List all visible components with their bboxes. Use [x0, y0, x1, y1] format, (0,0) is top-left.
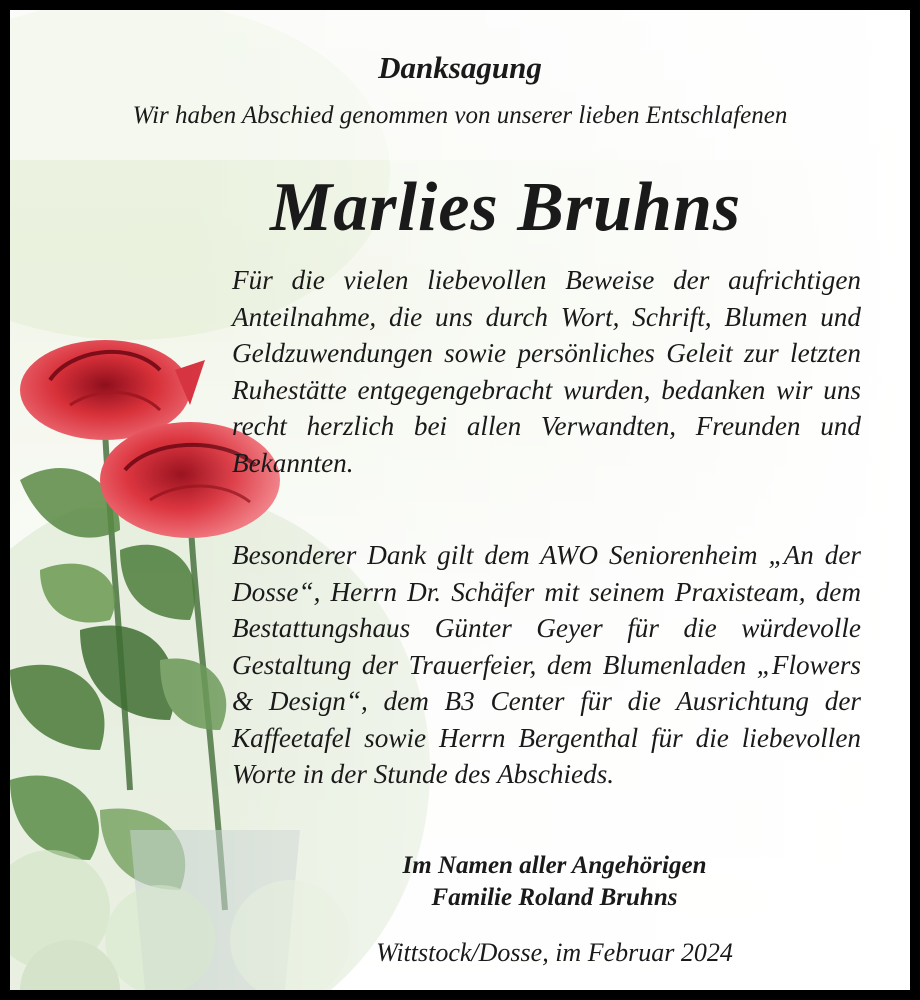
signature-line-1: Im Namen aller Angehörigen [402, 852, 707, 879]
deceased-name: Marlies Bruhns [270, 169, 742, 246]
thanks-paragraph: Für die vielen liebevollen Beweise der aufrichtigen Anteilnahme, die uns durch Wort, Schrift, Blumen und Geldzuwendungen sowie persönliches Geleit zur letzten Ruhestätte entgegengebracht wurden, bedanken wir uns recht herzlich bei allen Verwandten, Freunden und Bekannten. [232, 265, 861, 478]
notice-intro: Wir haben Abschied genommen von unserer lieben Entschlafenen [132, 102, 788, 129]
notice-heading: Danksagung [378, 50, 542, 85]
rose-background-image [10, 10, 910, 990]
place-and-date: Wittstock/Dosse, im Februar 2024 [376, 938, 733, 967]
signature-line-2: Familie Roland Bruhns [431, 884, 678, 911]
special-thanks-paragraph: Besonderer Dank gilt dem AWO Seniorenheim „An der Dosse“, Herrn Dr. Schäfer mit seinem Praxisteam, dem Bestattungshaus Günter Geyer für die würdevolle Gestaltung der Trauerfeier, dem Blumenladen „Flowers & Design“, dem B3 Center für die Ausrichtung der Kaffeetafel sowie Herrn Bergenthal für die liebevollen Worte in der Stunde des Abschieds. [232, 540, 861, 789]
